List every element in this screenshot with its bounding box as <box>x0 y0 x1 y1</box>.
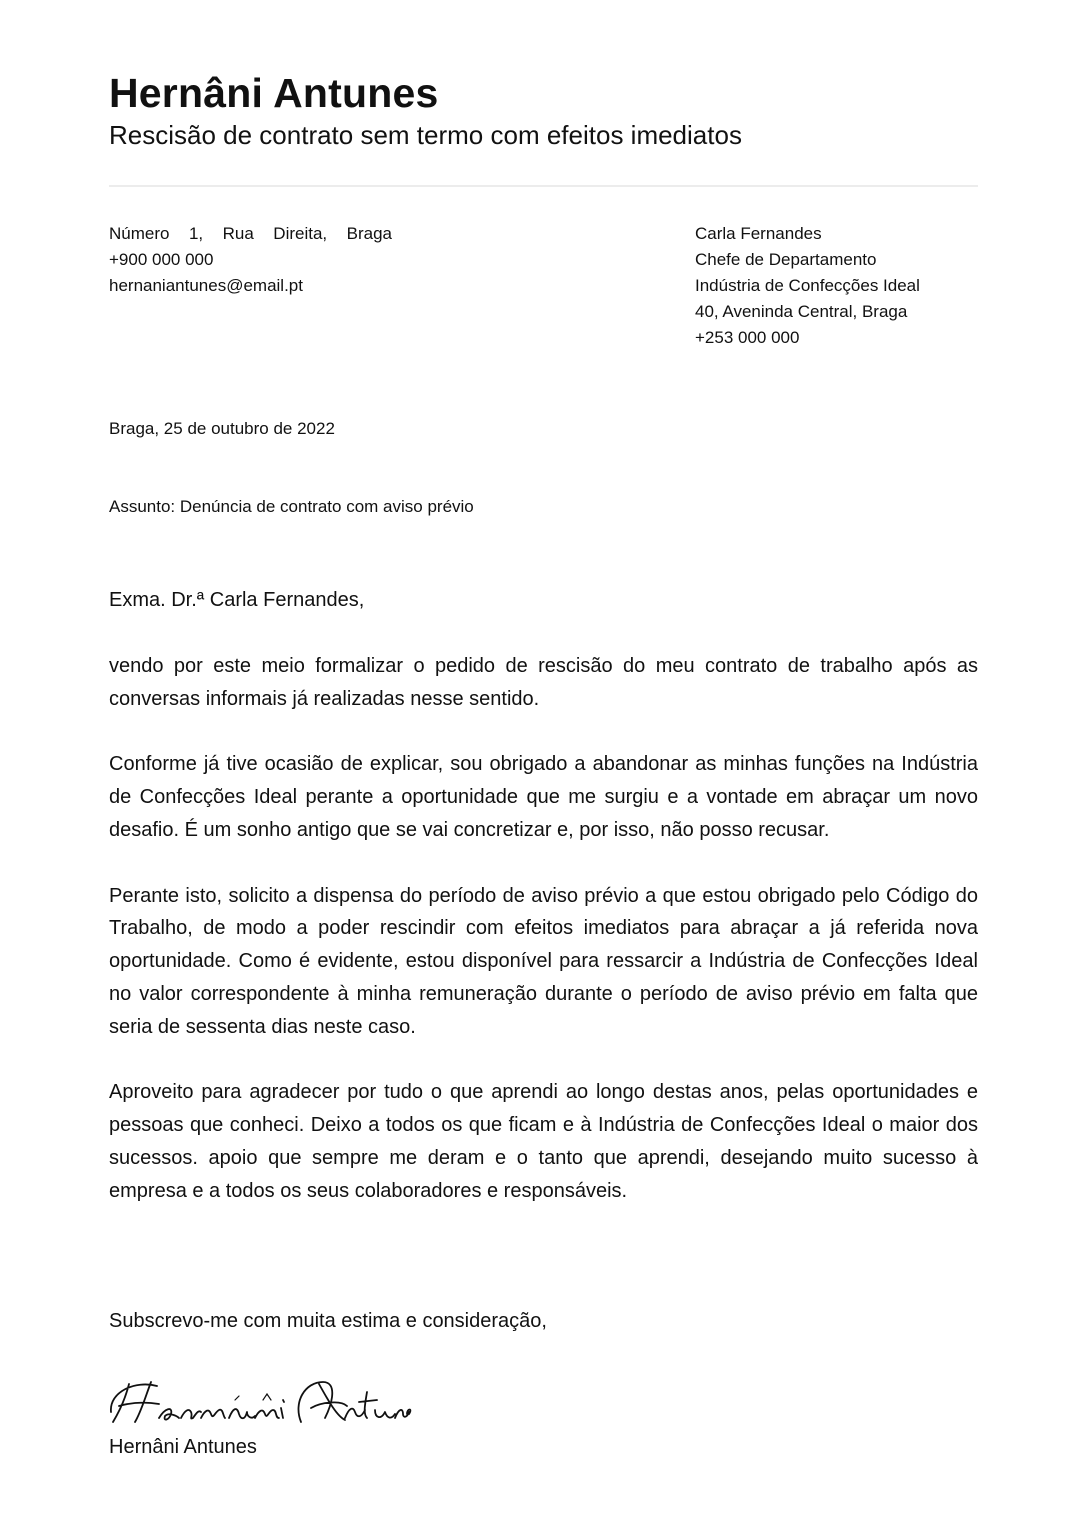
sender-address: Número 1, Rua Direita, Braga <box>109 224 392 243</box>
recipient-company: Indústria de Confecções Ideal <box>695 276 920 295</box>
recipient-address: 40, Aveninda Central, Braga <box>695 302 908 321</box>
recipient-contact-block <box>695 221 920 351</box>
header-divider <box>109 185 978 187</box>
body-paragraph: Conforme já tive ocasião de explicar, sou obrigado a abandonar as minhas funções na Indústria de Confecções Ideal perante a oportunidade que me surgiu e a vontade em abraçar um novo desafio. É um sonho antigo que se vai concretizar e, por isso, não posso recusar. <box>109 753 978 841</box>
body-paragraph: vendo por este meio formalizar o pedido de rescisão do meu contrato de trabalho após as conversas informais já realizadas nesse sentido. <box>109 655 978 710</box>
body-paragraph: Perante isto, solicito a dispensa do período de aviso prévio a que estou obrigado pelo Código do Trabalho, de modo a poder rescindir com efeitos imediatos para abraçar a já referida nova oportunidade. Como é evidente, estou disponível para ressarcir a Indústria de Confecções Ideal no valor correspondente à minha remuneração durante o período de aviso prévio em falta que seria de sessenta dias neste caso. <box>109 884 978 1038</box>
letter-date: Braga, 25 de outubro de 2022 <box>109 419 335 438</box>
sender-email: hernaniantunes@email.pt <box>109 276 303 295</box>
letter-body <box>109 650 978 1240</box>
recipient-phone: +253 000 000 <box>695 328 800 347</box>
letter-title: Rescisão de contrato sem termo com efeitos imediatos <box>109 120 742 150</box>
sender-phone: +900 000 000 <box>109 250 214 269</box>
sender-contact-block <box>109 221 392 299</box>
letter-closing: Subscrevo-me com muita estima e consideração, <box>109 1310 547 1332</box>
recipient-name: Carla Fernandes <box>695 224 822 243</box>
recipient-role: Chefe de Departamento <box>695 250 877 269</box>
sender-name-heading: Hernâni Antunes <box>109 70 439 116</box>
letter-greeting: Exma. Dr.ª Carla Fernandes, <box>109 589 365 611</box>
body-paragraph: Aproveito para agradecer por tudo o que aprendi ao longo destas anos, pelas oportunidades e pessoas que conheci. Deixo a todos os que ficam e à Indústria de Confecções Ideal o maior dos sucessos. apoio que sempre me deram e o tanto que aprendi, desejando muito sucesso à empresa e a todos os seus colaboradores e responsáveis. <box>109 1081 978 1202</box>
handwritten-signature <box>105 1372 415 1432</box>
letter-subject: Assunto: Denúncia de contrato com aviso prévio <box>109 497 474 516</box>
signer-name: Hernâni Antunes <box>109 1436 257 1458</box>
